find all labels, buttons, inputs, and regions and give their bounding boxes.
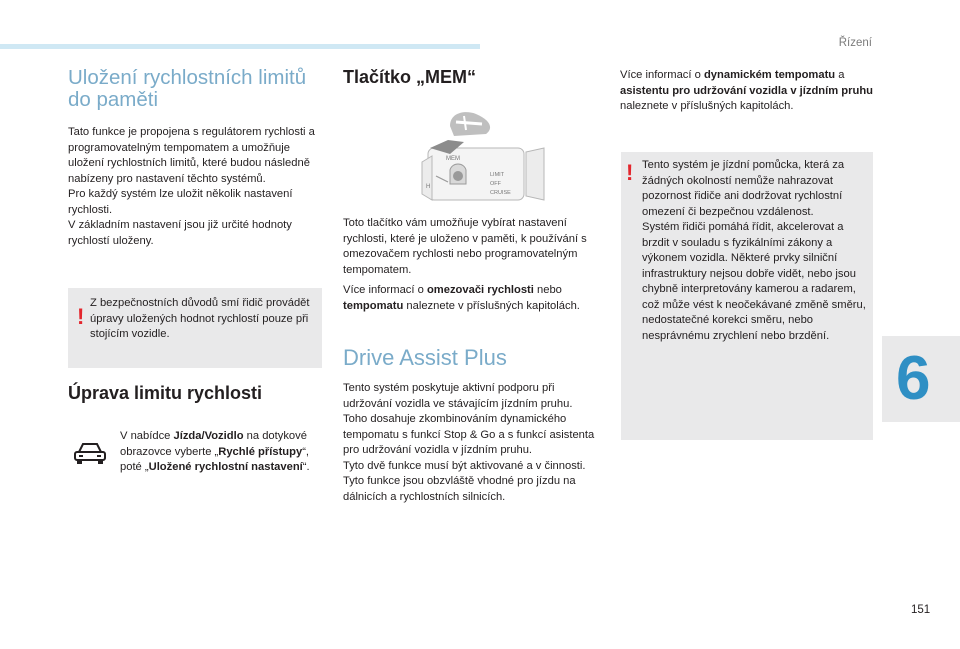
chapter-number: 6 (896, 344, 931, 413)
header-bar (0, 44, 480, 49)
mem-button-title: Tlačítko „MEM“ (343, 67, 477, 87)
drive-assist-warning-box (621, 152, 873, 440)
limiter-term: omezovači rychlosti (426, 284, 534, 296)
speed-memory-warning-box (68, 288, 322, 368)
steering-wheel-icon (450, 112, 490, 136)
speed-memory-body: Tato funkce je propojena s regulátorem rychlosti a programovatelným tempomatem a umožňuje uložení rychlostních limitů, které budou následně nabízeny pro nastavení těchto systémů. Pro každý systém lze uložit několik nastavení rychlosti. V základním nastavení jsou již určité hodnoty rychlostí uloženy. (68, 126, 315, 247)
drive-assist-title: Drive Assist Plus (343, 345, 507, 370)
stalk-label-limit: LIMIT (490, 172, 505, 178)
warning-icon: ! (626, 160, 634, 185)
dynamic-cruise-term: dynamickém tempomatu (703, 69, 836, 81)
cruise-term: tempomatu (343, 299, 404, 312)
speed-limit-edit-text: V nabídce Jízda/Vozidlo na dotykové obrazovce vyberte „Rychlé přístupy“, poté „Uložené rychlostní nastavení“. (120, 430, 310, 473)
drive-assist-body: Tento systém poskytuje aktivní podporu při udržování vozidla ve stávajícím jízdním pruhu. Toho dosahuje zkombinováním dynamického tempomatu s funkcí Stop & Go a s funkcí asistenta pro udržování vozidla v jízdním pruhu. Tyto dvě funkce musí být aktivované a v činnosti. Tyto funkce jsou obzvláště vhodné pro jízdu na dálnicích a rychlostních silnicích. (343, 382, 595, 503)
info-more-text: Více informací o dynamickém tempomatu a asistentu pro udržování vozidla v jízdním pruhu naleznete v příslušných kapitolách. (620, 69, 873, 112)
warning-icon: ! (77, 304, 85, 329)
shortcut-name: Rychlé přístupy (218, 445, 303, 458)
chapter-title: Řízení (838, 37, 872, 49)
car-icon (72, 440, 108, 466)
setting-name: Uložené rychlostní nastavení (148, 461, 303, 473)
stalk-label-side: H (426, 184, 431, 190)
page-number: 151 (911, 604, 931, 616)
speed-memory-title: Uložení rychlostních limitů do paměti (68, 66, 307, 111)
mem-button-more-info: Více informací o omezovači rychlosti nebo tempomatu naleznete v příslušných kapitolách. (343, 284, 580, 312)
lane-assist-term: asistentu pro udržování vozidla v jízdním pruhu (620, 84, 873, 97)
mem-button-body: Toto tlačítko vám umožňuje vybírat nastavení rychlosti, které je uloženo v paměti, k používání s omezovačem rychlosti nebo programovatelným tempomatem. (343, 217, 587, 276)
mem-stalk-illustration (408, 104, 548, 210)
speed-limit-edit-title: Úprava limitu rychlosti (68, 383, 263, 403)
speed-memory-warning-text: Z bezpečnostních důvodů smí řidič provádět úpravy uložených hodnot rychlostí pouze při stojícím vozidle. (90, 297, 310, 340)
stalk-label-off: OFF (490, 181, 501, 187)
stalk-label-cruise: CRUISE (490, 190, 511, 196)
menu-name: Jízda/Vozidlo (173, 430, 244, 442)
drive-assist-warning-text: Tento systém je jízdní pomůcka, která za žádných okolností nemůže nahrazovat pozornost řidiče ani dodržovat rychlostní omezení či bezpečnou vzdálenost. Systém řidiči pomáhá řídit, akcelerovat a brzdit v souladu s fyzikálními zákony a výkonem vozidla. Některé prvky silniční infrastruktury nejsou dobře vidět, nebo jsou chybně interpretovány kamerou a radarem, což může vést k neočekávané změně směru, nedostatečné korekci směru, nebo nesprávnému zrychlení nebo brzdění. (642, 159, 866, 342)
stalk-label-mem: MEM (446, 156, 460, 162)
